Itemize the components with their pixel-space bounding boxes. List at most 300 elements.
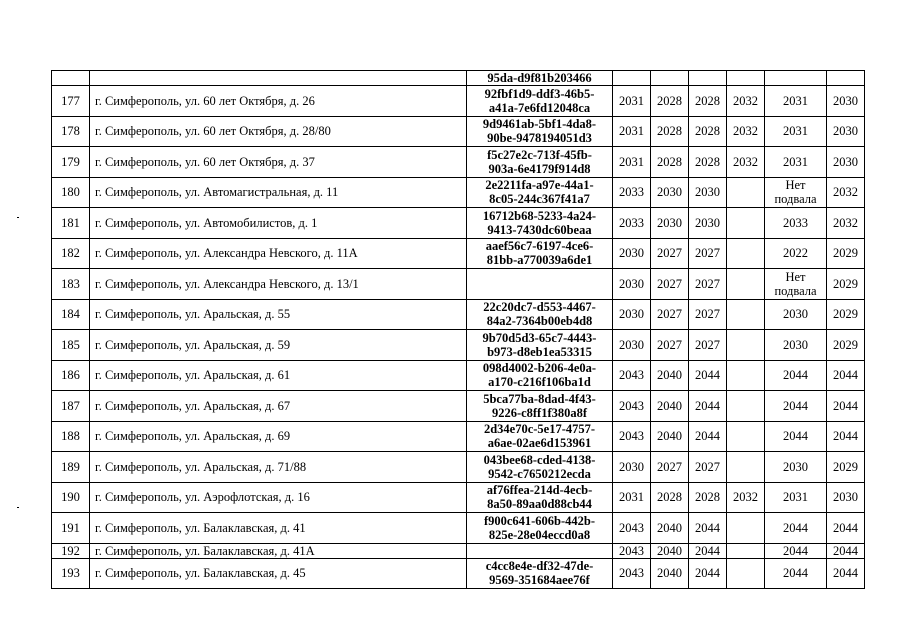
year-value: 2030 [783,459,808,474]
code-cell [467,558,613,589]
code-line-1: 5bca77ba-8dad-4f43- [483,391,596,406]
address-cell [90,543,467,558]
row-number: 190 [61,490,80,505]
year-cell-3 [689,116,727,147]
year-value: 2029 [833,276,858,291]
address-cell [90,513,467,544]
year-cell-1 [613,543,651,558]
code-line-2: 8c05-244c367f41a7 [489,192,590,207]
code-line-2: 9226-c8ff1f380a8f [491,405,588,420]
year-cell-5 [765,208,827,239]
table-row [52,147,865,178]
year-value: 2033 [619,185,644,200]
code-line-2: b973-d8eb1ea53315 [487,344,592,359]
year-value-line-2: подвала [774,283,817,298]
year-cell-2 [651,116,689,147]
year-cell-5 [765,452,827,483]
address: г. Симферополь, ул. Балаклавская, д. 45 [95,566,306,581]
address-cell [90,238,467,269]
table-row [52,330,865,361]
year-cell-6 [827,543,865,558]
registry-table [51,70,865,589]
code-line-1: af76ffea-214d-4ecb- [486,483,593,498]
year-cell-3 [689,86,727,117]
year-cell-6 [827,360,865,391]
code-cell [467,330,613,361]
year-cell-2 [651,482,689,513]
year-cell [727,71,765,86]
year-cell-4 [727,452,765,483]
address-cell [90,482,467,513]
year-cell-6 [827,208,865,239]
address: г. Симферополь, ул. Аральская, д. 59 [95,337,291,352]
address: г. Симферополь, ул. 60 лет Октября, д. 37 [95,154,315,169]
code-line-1: f5c27e2c-713f-45fb- [487,147,592,162]
code-line-1: c4cc8e4e-df32-47de- [485,559,594,574]
year-value: 2027 [695,276,720,291]
address-cell [90,147,467,178]
code-cell [467,71,613,86]
year-cell-3 [689,513,727,544]
code-line-2: 84a2-7364b00eb4d8 [486,314,593,329]
year-value: 2027 [657,246,682,261]
year-value: 2030 [783,337,808,352]
year-cell-6 [827,147,865,178]
year-cell-2 [651,208,689,239]
year-value: 2043 [619,520,644,535]
year-value: 2030 [619,337,644,352]
code-line-2: 8a50-89aa0d88cb44 [487,497,592,512]
row-number: 187 [61,398,80,413]
year-cell [613,71,651,86]
year-value: 2029 [833,246,858,261]
address: г. Симферополь, ул. Аральская, д. 69 [95,429,291,444]
table-row [52,421,865,452]
year-value: 2031 [619,124,644,139]
year-value: 2044 [783,398,808,413]
year-cell-4 [727,147,765,178]
year-cell-3 [689,177,727,208]
year-cell-3 [689,360,727,391]
year-value: 2027 [657,276,682,291]
year-cell-2 [651,543,689,558]
year-value: 2031 [619,154,644,169]
row-number: 180 [61,185,80,200]
row-number-cell [52,177,90,208]
year-value: 2044 [695,543,720,558]
row-number-cell [52,147,90,178]
year-cell-4 [727,421,765,452]
year-value: 2040 [657,368,682,383]
year-cell-2 [651,360,689,391]
table-row [52,452,865,483]
code-line-1: 16712b68-5233-4a24- [482,208,597,223]
year-cell-2 [651,558,689,589]
year-cell-3 [689,238,727,269]
table-row [52,558,865,589]
address: г. Симферополь, ул. 60 лет Октября, д. 26 [95,93,315,108]
row-number-cell [52,208,90,239]
year-cell-5 [765,238,827,269]
row-number: 188 [61,429,80,444]
year-cell-4 [727,513,765,544]
year-value: 2031 [783,154,808,169]
year-cell-1 [613,116,651,147]
year-value: 2044 [695,566,720,581]
year-cell [827,71,865,86]
year-cell-2 [651,299,689,330]
code-line: 95da-d9f81b203466 [487,71,592,85]
address: г. Симферополь, ул. Аральская, д. 55 [95,307,291,322]
year-cell-1 [613,330,651,361]
year-cell-1 [613,147,651,178]
row-number: 186 [61,368,80,383]
row-number-cell [52,116,90,147]
year-value: 2030 [695,215,720,230]
address-cell [90,177,467,208]
address: г. Симферополь, ул. Аэрофлотская, д. 16 [95,490,310,505]
code-line-2: 903a-6e4179f914d8 [488,161,591,176]
code-line-2: 9542-c7650212ecda [488,466,591,481]
code-cell [467,421,613,452]
row-number: 192 [61,543,80,558]
table-row [52,86,865,117]
year-value: 2030 [833,124,858,139]
year-cell-3 [689,543,727,558]
year-cell-1 [613,391,651,422]
year-value: 2030 [695,185,720,200]
row-number: 181 [61,215,80,230]
year-value: 2022 [783,246,808,261]
year-cell-5 [765,360,827,391]
year-value: 2040 [657,520,682,535]
year-cell-6 [827,421,865,452]
year-cell-3 [689,482,727,513]
row-number-cell [52,269,90,300]
code-line-2: a41a-7e6fd12048ca [488,100,591,115]
year-value: 2032 [733,490,758,505]
year-value: 2044 [783,520,808,535]
address-cell [90,269,467,300]
year-value: 2032 [733,124,758,139]
year-cell [689,71,727,86]
table-row [52,116,865,147]
year-value: 2043 [619,566,644,581]
year-cell-4 [727,177,765,208]
year-value: 2030 [783,307,808,322]
year-cell-4 [727,543,765,558]
year-value: 2030 [833,154,858,169]
year-value-line-2: подвала [774,192,817,207]
table-row [52,238,865,269]
code-cell [467,269,613,300]
year-value: 2030 [657,215,682,230]
year-value: 2030 [619,459,644,474]
year-cell-1 [613,238,651,269]
row-number-cell [52,482,90,513]
year-cell-3 [689,421,727,452]
code-cell [467,208,613,239]
table-row [52,543,865,558]
year-cell-1 [613,177,651,208]
year-cell-5 [765,269,827,300]
year-value: 2044 [833,543,858,558]
year-cell-2 [651,86,689,117]
year-value: 2030 [833,93,858,108]
address: г. Симферополь, ул. Аральская, д. 67 [95,398,291,413]
code-line-1: 22c20dc7-d553-4467- [483,300,596,315]
year-cell-3 [689,147,727,178]
year-cell-1 [613,208,651,239]
year-cell-2 [651,238,689,269]
code-cell [467,177,613,208]
year-value: 2044 [695,429,720,444]
year-cell-2 [651,452,689,483]
row-number: 179 [61,154,80,169]
year-value: 2040 [657,429,682,444]
year-cell-3 [689,330,727,361]
address-cell [90,86,467,117]
year-cell-4 [727,330,765,361]
row-number-cell [52,86,90,117]
table-row [52,208,865,239]
year-cell [765,71,827,86]
year-cell-2 [651,330,689,361]
year-value: 2032 [733,93,758,108]
table-row [52,177,865,208]
year-cell-5 [765,86,827,117]
year-value: 2029 [833,337,858,352]
row-number-cell [52,391,90,422]
year-cell-5 [765,147,827,178]
table-row [52,360,865,391]
year-cell-6 [827,452,865,483]
code-cell [467,116,613,147]
year-cell-2 [651,513,689,544]
year-cell-5 [765,177,827,208]
year-cell-3 [689,299,727,330]
year-value: 2029 [833,307,858,322]
year-cell-4 [727,558,765,589]
code-cell [467,238,613,269]
year-value: 2044 [695,520,720,535]
year-cell-3 [689,391,727,422]
row-number-cell [52,421,90,452]
year-cell-2 [651,391,689,422]
year-cell-5 [765,330,827,361]
year-value: Нет [785,269,806,284]
code-cell [467,482,613,513]
year-cell-1 [613,421,651,452]
row-number-cell [52,330,90,361]
year-cell-6 [827,269,865,300]
row-number-cell [52,543,90,558]
row-number-cell [52,238,90,269]
year-cell-1 [613,86,651,117]
code-line-2: 90be-9478194051d3 [487,131,592,146]
year-value: 2044 [695,398,720,413]
table-row [52,391,865,422]
year-cell-5 [765,421,827,452]
year-cell-4 [727,86,765,117]
code-cell [467,543,613,558]
code-line-1: 92fbf1d9-ddf3-46b5- [484,86,595,101]
year-cell-5 [765,116,827,147]
year-cell-2 [651,421,689,452]
year-cell-4 [727,482,765,513]
year-value: 2043 [619,429,644,444]
year-value: 2032 [833,215,858,230]
year-cell-1 [613,269,651,300]
row-number-cell [52,360,90,391]
year-value: 2044 [783,566,808,581]
address-cell [90,452,467,483]
year-cell-6 [827,330,865,361]
code-line-2: 9569-351684aee76f [489,573,590,588]
year-cell-6 [827,299,865,330]
year-value: 2044 [833,398,858,413]
year-cell-6 [827,558,865,589]
year-cell-4 [727,238,765,269]
year-value: 2033 [619,215,644,230]
year-value: 2027 [695,246,720,261]
address: г. Симферополь, ул. Автомобилистов, д. 1 [95,215,318,230]
address: г. Симферополь, ул. Аральская, д. 71/88 [95,459,307,474]
row-number: 184 [61,307,80,322]
year-cell-1 [613,513,651,544]
year-cell-5 [765,482,827,513]
year-cell-1 [613,482,651,513]
address-cell [90,299,467,330]
year-cell-3 [689,558,727,589]
year-cell-2 [651,147,689,178]
year-value: 2027 [695,459,720,474]
address: г. Симферополь, ул. Александра Невского, д. 11А [95,246,358,261]
table-row [52,482,865,513]
year-value: 2030 [833,490,858,505]
code-cell [467,513,613,544]
address: г. Симферополь, ул. Балаклавская, д. 41А [95,543,315,558]
year-value: 2032 [833,185,858,200]
table-row-partial [52,71,865,86]
year-value: 2028 [695,154,720,169]
year-value: 2044 [695,368,720,383]
code-cell [467,299,613,330]
year-value: Нет [785,178,806,193]
year-value: 2031 [783,93,808,108]
year-value: 2044 [833,368,858,383]
year-value: 2044 [783,368,808,383]
code-line-2: 9413-7430dc60beaa [487,222,592,237]
year-value: 2030 [619,246,644,261]
year-cell-5 [765,513,827,544]
row-number: 193 [61,566,80,581]
code-cell [467,391,613,422]
year-value: 2030 [657,185,682,200]
address: г. Симферополь, ул. Балаклавская, д. 41 [95,520,306,535]
table-row [52,299,865,330]
year-cell-6 [827,482,865,513]
year-cell [651,71,689,86]
year-value: 2028 [657,93,682,108]
year-value: 2040 [657,566,682,581]
code-cell [467,360,613,391]
code-cell [467,452,613,483]
year-cell-2 [651,269,689,300]
row-number-cell [52,299,90,330]
address: г. Симферополь, ул. Александра Невского, д. 13/1 [95,276,359,291]
year-value: 2044 [833,566,858,581]
row-number: 178 [61,124,80,139]
code-line-2: 825e-28e04eccd0a8 [488,527,591,542]
code-line-1: 2d34e70c-5e17-4757- [483,422,596,437]
year-cell-6 [827,513,865,544]
address-cell [90,71,467,86]
row-number-cell [52,71,90,86]
code-line-2: a6ae-02ae6d153961 [487,436,592,451]
address: г. Симферополь, ул. 60 лет Октября, д. 28/80 [95,124,331,139]
year-cell-1 [613,299,651,330]
row-number: 182 [61,246,80,261]
year-cell-4 [727,269,765,300]
row-number: 191 [61,520,80,535]
year-cell-6 [827,238,865,269]
year-value: 2028 [657,154,682,169]
year-value: 2044 [833,520,858,535]
row-number-cell [52,558,90,589]
year-cell-1 [613,558,651,589]
year-value: 2030 [619,307,644,322]
code-line-1: f900c641-606b-442b- [483,513,596,528]
year-value: 2028 [695,124,720,139]
year-value: 2028 [657,490,682,505]
year-value: 2043 [619,368,644,383]
year-cell-5 [765,543,827,558]
code-line-1: 9b70d5d3-65c7-4443- [482,330,597,345]
year-value: 2040 [657,398,682,413]
address-cell [90,558,467,589]
code-cell [467,147,613,178]
year-cell-5 [765,391,827,422]
year-cell-6 [827,391,865,422]
year-cell-3 [689,452,727,483]
year-cell-4 [727,299,765,330]
year-value: 2028 [657,124,682,139]
year-value: 2028 [695,93,720,108]
year-cell-2 [651,177,689,208]
year-value: 2033 [783,215,808,230]
row-number-cell [52,452,90,483]
margin-mark [17,507,19,508]
year-value: 2043 [619,543,644,558]
row-number: 189 [61,459,80,474]
year-cell-6 [827,86,865,117]
row-number: 177 [61,93,80,108]
year-value: 2044 [833,429,858,444]
code-line-1: 2e2211fa-a97e-44a1- [485,178,594,193]
row-number: 183 [61,276,80,291]
year-cell-3 [689,208,727,239]
code-line-2: 81bb-a770039a6de1 [486,253,593,268]
code-cell [467,86,613,117]
year-value: 2031 [783,124,808,139]
row-number: 185 [61,337,80,352]
year-value: 2031 [619,490,644,505]
table-body [52,71,865,589]
year-value: 2032 [733,154,758,169]
year-cell-6 [827,177,865,208]
code-line-1: 9d9461ab-5bf1-4da8- [482,117,597,132]
